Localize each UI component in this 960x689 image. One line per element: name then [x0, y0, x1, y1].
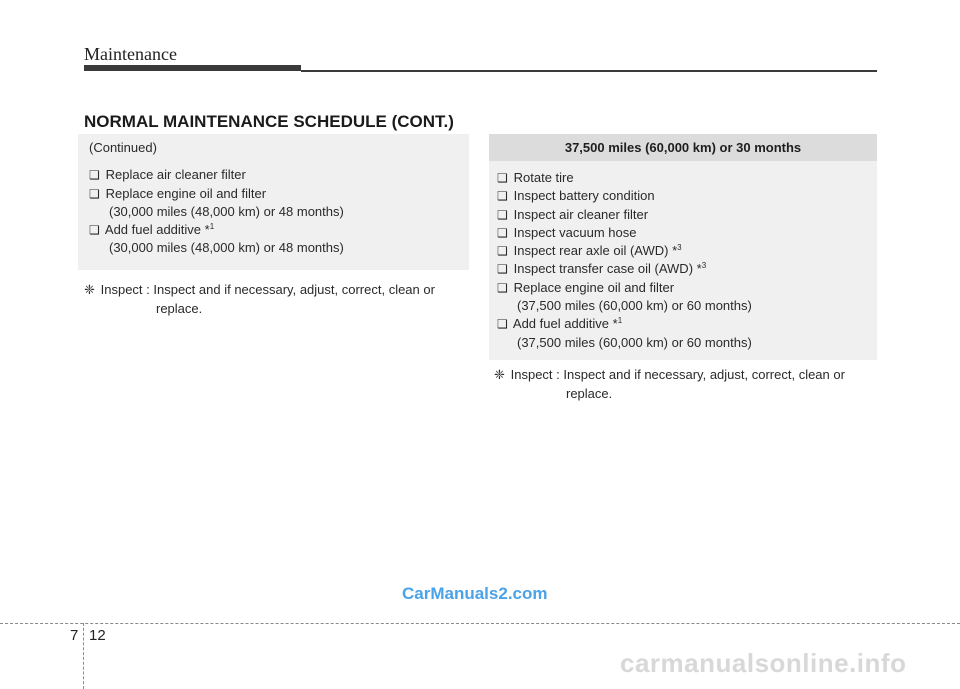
footnote-marker: 1	[209, 222, 215, 232]
list-item-text: (37,500 miles (60,000 km) or 60 months)	[517, 334, 752, 350]
checkbox-icon: ❑	[89, 186, 100, 201]
list-item	[497, 224, 877, 242]
header-title: Maintenance	[84, 44, 177, 64]
checkbox-icon: ❑	[89, 223, 100, 238]
list-item-interval	[497, 334, 877, 352]
list-item	[497, 260, 877, 278]
list-item	[497, 242, 877, 260]
list-item-interval	[497, 297, 877, 315]
list-item-text: Inspect rear axle oil (AWD) *	[513, 243, 678, 259]
list-item-text: Rotate tire	[513, 170, 574, 185]
checkbox-icon: ❑	[497, 262, 508, 277]
list-item	[89, 221, 469, 239]
watermark-text: carmanualsonline.info	[620, 648, 907, 678]
checkbox-icon: ❑	[497, 189, 508, 204]
checkbox-icon: ❑	[497, 225, 508, 240]
checkbox-icon: ❑	[89, 168, 100, 183]
footnote-marker: 3	[701, 261, 707, 271]
right-panel-body	[489, 161, 877, 352]
list-item	[89, 185, 469, 203]
interval-header: 37,500 miles (60,000 km) or 30 months	[489, 134, 877, 161]
checkbox-icon: ❑	[497, 207, 508, 222]
right-inspect-note	[494, 366, 877, 403]
list-item-interval	[89, 203, 469, 221]
footnote-marker: 3	[677, 243, 682, 253]
list-item-text: (30,000 miles (48,000 km) or 48 months)	[109, 240, 344, 256]
note-symbol-icon: ❈	[494, 367, 505, 382]
header-bar-thin	[301, 70, 877, 72]
header-bar-thick	[84, 65, 301, 71]
list-item	[497, 279, 877, 297]
list-item-text: Replace engine oil and filter	[105, 185, 267, 201]
list-item-text: Inspect transfer case oil (AWD) *	[513, 261, 702, 277]
list-item	[497, 206, 877, 224]
list-item-text: (30,000 miles (48,000 km) or 48 months)	[109, 203, 344, 219]
note-text: Inspect : Inspect and if necessary, adjust, correct, clean or	[510, 367, 845, 382]
note-symbol-icon: ❈	[84, 282, 95, 297]
section-heading: NORMAL MAINTENANCE SCHEDULE (CONT.)	[84, 112, 454, 131]
list-item-text: Add fuel additive *	[104, 222, 210, 238]
footnote-marker: 1	[617, 316, 623, 326]
note-continuation: replace.	[156, 300, 203, 316]
checkbox-icon: ❑	[497, 280, 508, 295]
list-item	[497, 169, 877, 187]
list-item-text: Inspect battery condition	[513, 188, 655, 204]
list-item-text: Replace engine oil and filter	[513, 279, 675, 295]
footer-vertical-divider	[83, 623, 84, 689]
note-line	[84, 281, 468, 300]
list-item-interval	[89, 239, 469, 257]
list-item-text: Inspect air cleaner filter	[513, 206, 649, 222]
list-item	[497, 187, 877, 205]
page-number: 12	[89, 627, 106, 644]
right-schedule-panel	[489, 134, 877, 360]
list-item	[89, 166, 469, 184]
note-continuation: replace.	[566, 385, 613, 401]
list-item-text: Replace air cleaner filter	[105, 167, 246, 183]
note-line	[494, 366, 877, 385]
left-inspect-note	[84, 281, 468, 318]
list-item-text: Inspect vacuum hose	[513, 224, 637, 240]
checkbox-icon: ❑	[497, 317, 508, 332]
list-item	[497, 315, 877, 333]
continued-label: (Continued)	[89, 140, 157, 155]
list-item-text: (37,500 miles (60,000 km) or 60 months)	[517, 298, 752, 314]
left-schedule-panel	[78, 134, 469, 270]
list-item-text: Add fuel additive *	[512, 316, 618, 332]
note-text: Inspect : Inspect and if necessary, adjust, correct, clean or	[100, 282, 435, 297]
chapter-number: 7	[70, 627, 79, 644]
checkbox-icon: ❑	[497, 171, 508, 185]
footer-divider	[0, 623, 960, 624]
checkbox-icon: ❑	[497, 244, 508, 259]
watermark-link[interactable]: CarManuals2.com	[402, 584, 548, 603]
